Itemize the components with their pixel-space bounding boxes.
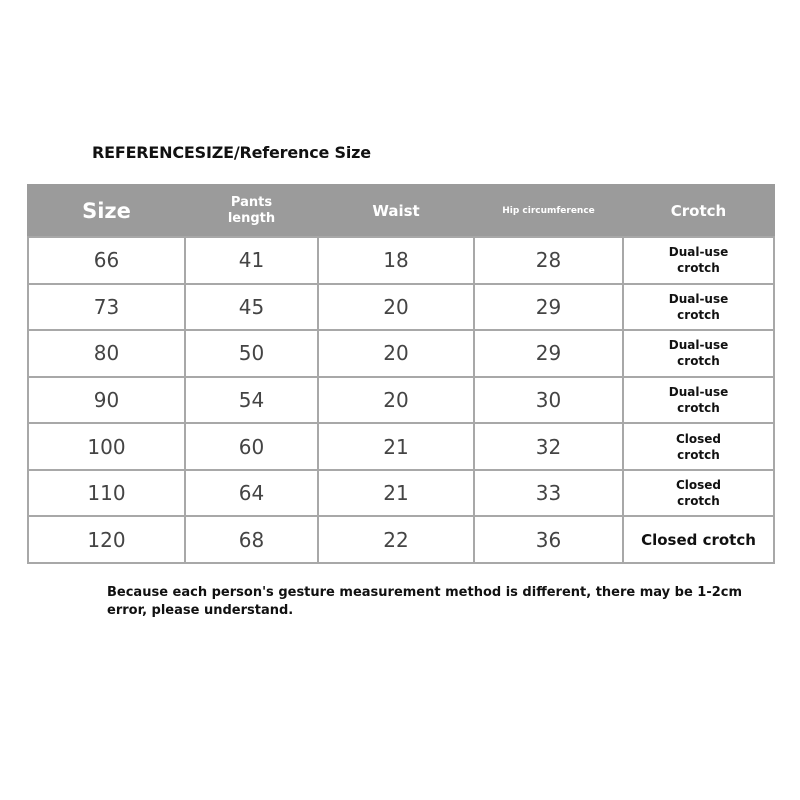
cell-waist: 18: [318, 237, 474, 284]
header-crotch: Crotch: [623, 185, 774, 237]
cell-crotch-label: Dual-use crotch: [668, 338, 729, 369]
cell-hip: 32: [474, 423, 623, 470]
cell-hip: 30: [474, 377, 623, 424]
cell-size: 90: [28, 377, 185, 424]
cell-hip: 28: [474, 237, 623, 284]
cell-crotch: [623, 470, 774, 517]
measurement-note: Because each person's gesture measurement method is different, there may be 1-2cm error, please understand.: [107, 585, 743, 618]
cell-size: 120: [28, 516, 185, 563]
cell-pants-length: 54: [185, 377, 318, 424]
size-chart-table: [27, 184, 775, 564]
header-size: Size: [28, 185, 185, 237]
cell-pants-length: 64: [185, 470, 318, 517]
cell-pants-length: 41: [185, 237, 318, 284]
table-row: [28, 284, 774, 331]
cell-pants-length: 68: [185, 516, 318, 563]
cell-crotch-label: Closed crotch: [641, 530, 756, 549]
cell-crotch-label: Closed crotch: [675, 431, 722, 462]
cell-hip: 33: [474, 470, 623, 517]
table-header-row: [28, 185, 774, 237]
table-row: [28, 330, 774, 377]
header-pants-length: [185, 185, 318, 237]
header-pants-length-label: Pants length: [227, 195, 276, 226]
cell-pants-length: 45: [185, 284, 318, 331]
cell-waist: 22: [318, 516, 474, 563]
cell-pants-length: 50: [185, 330, 318, 377]
cell-waist: 21: [318, 470, 474, 517]
cell-waist: 21: [318, 423, 474, 470]
cell-crotch-label: Dual-use crotch: [668, 291, 729, 322]
cell-hip: 29: [474, 284, 623, 331]
cell-size: 80: [28, 330, 185, 377]
cell-pants-length: 60: [185, 423, 318, 470]
cell-waist: 20: [318, 330, 474, 377]
cell-hip: 29: [474, 330, 623, 377]
table-row: [28, 516, 774, 563]
table-row: [28, 377, 774, 424]
cell-size: 110: [28, 470, 185, 517]
cell-hip: 36: [474, 516, 623, 563]
cell-crotch: [623, 377, 774, 424]
cell-crotch: [623, 516, 774, 563]
cell-crotch: [623, 423, 774, 470]
cell-size: 66: [28, 237, 185, 284]
header-hip-circumference: Hip circumference: [474, 185, 623, 237]
header-waist: Waist: [318, 185, 474, 237]
table-row: [28, 237, 774, 284]
page-title: REFERENCESIZE/Reference Size: [92, 143, 371, 162]
table-row: [28, 470, 774, 517]
table-row: [28, 423, 774, 470]
cell-waist: 20: [318, 284, 474, 331]
cell-size: 100: [28, 423, 185, 470]
cell-waist: 20: [318, 377, 474, 424]
cell-crotch: [623, 284, 774, 331]
cell-crotch-label: Dual-use crotch: [668, 245, 729, 276]
cell-crotch: [623, 330, 774, 377]
cell-size: 73: [28, 284, 185, 331]
cell-crotch: [623, 237, 774, 284]
cell-crotch-label: Dual-use crotch: [668, 384, 729, 415]
cell-crotch-label: Closed crotch: [675, 478, 722, 509]
